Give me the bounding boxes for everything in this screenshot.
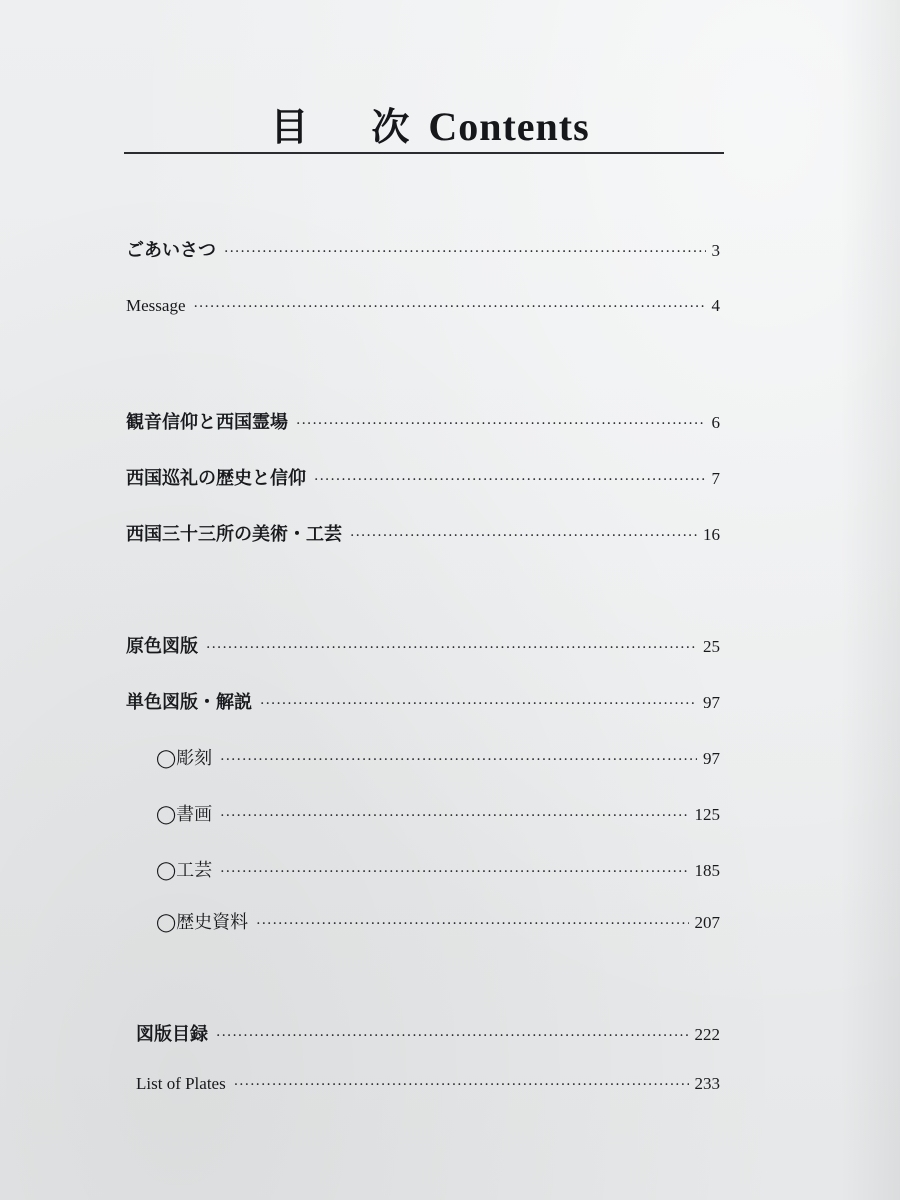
toc-entry-sculpture bbox=[156, 744, 720, 772]
toc-leader-dots bbox=[224, 244, 706, 260]
toc-page-number: 233 bbox=[694, 1074, 720, 1093]
toc-label: ◯書画 bbox=[156, 804, 213, 825]
toc-leader-dots bbox=[220, 864, 688, 880]
toc-leader-dots bbox=[206, 640, 697, 656]
toc-page-number: 207 bbox=[694, 913, 720, 932]
toc-label: 観音信仰と西国霊場 bbox=[126, 412, 288, 433]
toc-entry-list-ja bbox=[136, 1020, 720, 1048]
toc-page-number: 6 bbox=[711, 413, 720, 432]
toc-leader-dots bbox=[234, 1077, 689, 1093]
toc-leader-dots bbox=[296, 416, 706, 432]
toc-label: 単色図版・解説 bbox=[126, 692, 252, 713]
title-ja-first: 目 bbox=[270, 104, 310, 149]
toc-label: ◯工芸 bbox=[156, 860, 213, 881]
toc-leader-dots bbox=[216, 1028, 689, 1044]
toc-page-number: 125 bbox=[694, 805, 720, 824]
toc-entry-historical bbox=[156, 908, 720, 936]
toc-label: 西国巡礼の歴史と信仰 bbox=[126, 468, 306, 489]
page-title bbox=[0, 96, 860, 151]
title-ja-second: 次 bbox=[371, 104, 411, 149]
toc-label: Message bbox=[126, 296, 186, 315]
toc-entry-mono-plates bbox=[126, 688, 720, 716]
toc-label: ごあいさつ bbox=[126, 240, 216, 261]
toc-leader-dots bbox=[350, 528, 697, 544]
toc-leader-dots bbox=[314, 472, 706, 488]
toc-page-number: 16 bbox=[703, 525, 720, 544]
toc-entry-list-en bbox=[136, 1074, 720, 1102]
toc-label: List of Plates bbox=[136, 1074, 226, 1093]
toc-entry-bijutsu bbox=[126, 520, 720, 548]
title-underline bbox=[124, 152, 724, 154]
toc-label: ◯彫刻 bbox=[156, 748, 213, 769]
toc-entry-color-plates bbox=[126, 632, 720, 660]
toc-page-number: 4 bbox=[711, 296, 720, 315]
page-edge-shadow bbox=[840, 0, 900, 1200]
toc-page-number: 3 bbox=[711, 241, 720, 260]
toc-entry-crafts bbox=[156, 856, 720, 884]
toc-entry-greeting bbox=[126, 236, 720, 264]
toc-entry-message bbox=[126, 296, 720, 324]
toc-label: 西国三十三所の美術・工芸 bbox=[126, 524, 342, 545]
toc-page-number: 97 bbox=[703, 693, 720, 712]
toc-leader-dots bbox=[260, 696, 697, 712]
toc-page-number: 25 bbox=[703, 637, 720, 656]
toc-leader-dots bbox=[193, 299, 705, 315]
toc-entry-junrei bbox=[126, 464, 720, 492]
toc-page-number: 185 bbox=[694, 861, 720, 880]
toc-page-number: 7 bbox=[711, 469, 720, 488]
toc-leader-dots bbox=[256, 916, 688, 932]
toc-page-number: 97 bbox=[703, 749, 720, 768]
toc-page-number: 222 bbox=[694, 1025, 720, 1044]
toc-entry-kannon bbox=[126, 408, 720, 436]
toc-leader-dots bbox=[220, 808, 688, 824]
toc-label: 図版目録 bbox=[136, 1024, 208, 1045]
title-en: Contents bbox=[428, 104, 590, 149]
toc-entry-painting bbox=[156, 800, 720, 828]
toc-leader-dots bbox=[220, 752, 697, 768]
toc-label: 原色図版 bbox=[126, 636, 198, 657]
toc-label: ◯歴史資料 bbox=[156, 912, 249, 933]
